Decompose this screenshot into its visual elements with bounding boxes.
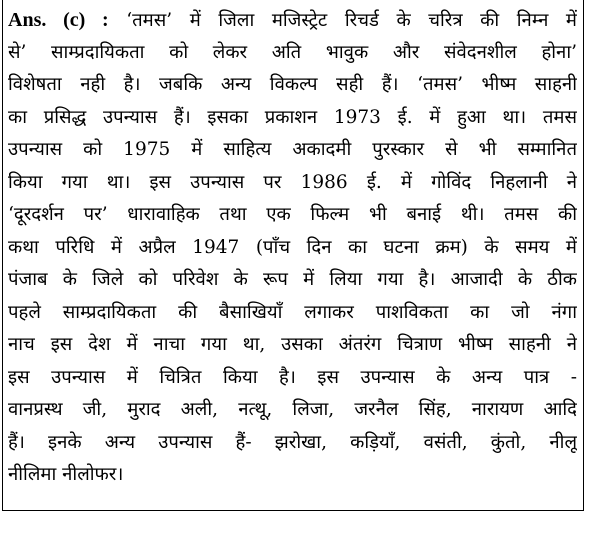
answer-line-12: इस उपन्यास में चित्रित किया है। इस उपन्यास के अन्य पात्र - bbox=[8, 366, 577, 388]
answer-line-6: किया गया था। इस उपन्यास पर 1986 ई. में गोविंद निहलानी ने bbox=[8, 171, 577, 193]
answer-line-8: कथा परिधि में अप्रैल 1947 (पाँच दिन का घटना क्रम) के समय में bbox=[8, 236, 577, 258]
answer-line-5: उपन्यास को 1975 में साहित्य अकादमी पुरस्कार से भी सम्मानित bbox=[8, 139, 577, 160]
answer-line-4: का प्रसिद्ध उपन्यास हैं। इसका प्रकाशन 1973 ई. में हुआ था। तमस bbox=[8, 106, 577, 128]
answer-line-1 bbox=[8, 4, 577, 37]
answer-line-1-text: ‘तमस’ में जिला मजिस्ट्रेट रिचर्ड के चरित्र की निम्न में bbox=[126, 10, 577, 31]
answer-line-13: वानप्रस्थ जी, मुराद अली, नत्थू, लिजा, जरनैल सिंह, नारायण आदि bbox=[8, 399, 577, 420]
answer-line-14: हैं। इनके अन्य उपन्यास हैं- झरोखा, कड़ियाँ, वसंती, कुंतो, नीलू bbox=[8, 431, 577, 453]
answer-line-10: पहले साम्प्रदायिकता की बैसाखियाँ लगाकर पाशविकता का जो नंगा bbox=[8, 301, 577, 323]
answer-line-9: पंजाब के जिले को परिवेश के रूप में लिया गया है। आजादी के ठीक bbox=[8, 269, 577, 290]
answer-line-11: नाच इस देश में नाचा गया था, उसका अंतरंग चित्राण भीष्म साहनी ने bbox=[8, 334, 577, 355]
answer-line-15: नीलिमा नीलोफर। bbox=[8, 464, 124, 485]
answer-line-3: विशेषता नही है। जबकि अन्य विकल्प सही हैं। ‘तमस’ भीष्म साहनी bbox=[8, 74, 577, 95]
answer-label: Ans. (c) : bbox=[8, 9, 109, 31]
answer-line-2: से’ साम्प्रदायिकता को लेकर अति भावुक और संवेदनशील होना’ bbox=[8, 41, 577, 63]
answer-box bbox=[2, 0, 584, 511]
answer-line-7: ‘दूरदर्शन पर’ धारावाहिक तथा एक फिल्म भी बनाई थी। तमस की bbox=[8, 204, 577, 225]
